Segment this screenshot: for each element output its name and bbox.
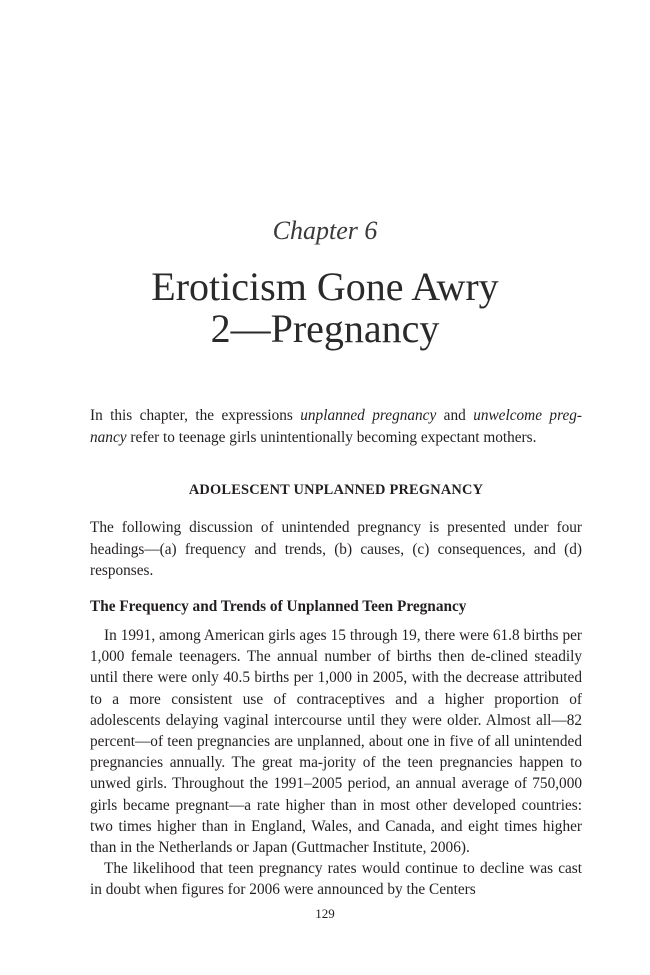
intro-term-unplanned-pregnancy: unplanned pregnancy — [300, 407, 437, 424]
chapter-title — [0, 266, 650, 350]
body-paragraph: The likelihood that teen pregnancy rates would continue to decline was cast in doubt when figures for 2006 were announced by the Centers — [90, 860, 582, 899]
body-text — [90, 625, 582, 901]
chapter-title-line-2: 2—Pregnancy — [210, 306, 440, 351]
intro-text-end: refer to teenage girls unintentionally becoming expectant mothers. — [126, 428, 537, 446]
chapter-label: Chapter 6 — [272, 216, 378, 245]
chapter-title-line-1: Eroticism Gone Awry — [151, 264, 499, 309]
intro-term-unwelcome-pregnancy: unwelcome preg-nancy — [90, 407, 582, 446]
page-number: 129 — [315, 906, 335, 921]
body-paragraph: In 1991, among American girls ages 15 through 19, there were 61.8 births per 1,000 female teenagers. The annual number of births then de-clined steadily until there were only 40.5 births per 1,000 in 2005, with the decrease attributed to a more consistent use of contraceptives and a higher proportion of adolescents delaying vaginal intercourse until they were older. Almost all—82 percent—of teen pregnancies are unplanned, about one in five of all unintended pregnancies annually. The great ma-jority of the teen pregnancies happen to unwed girls. Throughout the 1991–2005 period, an annual average of 750,000 girls became pregnant—a rate higher than in most other developed countries: two times higher than in England, Wales, and Canada, and eight times higher than in the Netherlands or Japan (Guttmacher Institute, 2006). — [90, 627, 582, 857]
section-heading: ADOLESCENT UNPLANNED PREGNANCY — [188, 482, 484, 498]
intro-paragraph — [90, 405, 582, 448]
intro-text-connector: and — [436, 407, 474, 424]
intro-text-start: In this chapter, the expressions — [90, 407, 301, 424]
sub-heading: The Frequency and Trends of Unplanned Teen Pregnancy — [90, 598, 467, 615]
lead-paragraph: The following discussion of unintended pregnancy is presented under four headings—(a) frequency and trends, (b) causes, (c) consequences, and (d) responses. — [90, 519, 582, 579]
